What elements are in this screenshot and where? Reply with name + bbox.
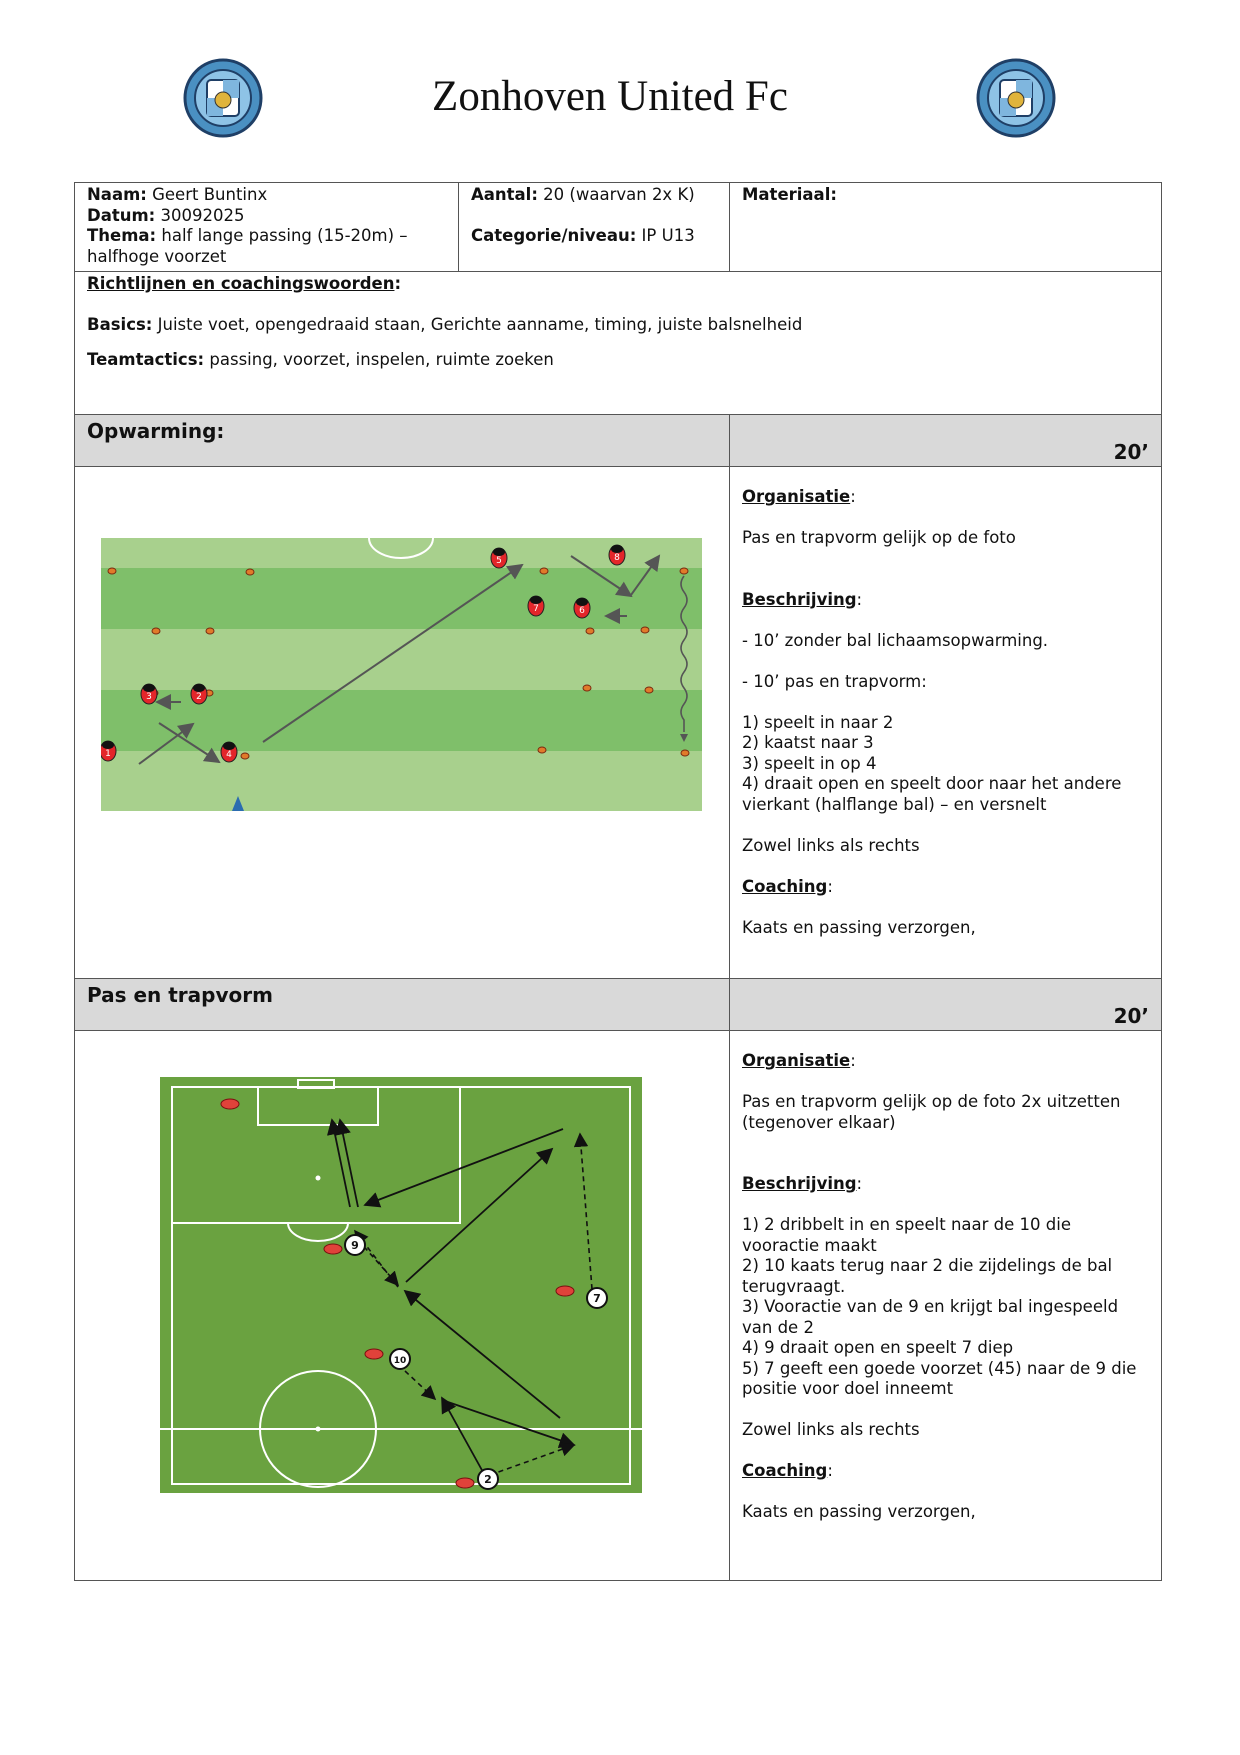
coaching-label: Coaching — [742, 876, 828, 896]
beschrijving-line: 2) kaatst naar 3 — [742, 733, 874, 752]
beschrijving-line: 5) 7 geeft een goede voorzet (45) naar de 9 die — [742, 1358, 1137, 1378]
player-number: 8 — [614, 553, 620, 563]
materiaal-label: Materiaal: — [742, 185, 837, 204]
section-header — [75, 415, 730, 467]
beschrijving-line: vierkant (halflange bal) – en versnelt — [742, 794, 1047, 814]
player-number: 1 — [105, 749, 111, 759]
player-number: 10 — [393, 1356, 407, 1366]
description-cell: Organisatie: Pas en trapvorm gelijk op de foto 2x uitzetten (tegenover elkaar) Beschrijving: 1) 2 dribbelt in en speelt naar de 10 die vooractie maakt 2) 10 kaats terug naar 2 die zijdelings de bal terugvraagt. 3) Vooractie van de 9 en krijgt bal ingespeeld van de 2 4) 9 draait open en speelt 7 diep 5) 7 geeft een goede voorzet (45) naar de 9 die positie voor doel inneemt Zowel links als rechts Coaching: Kaats en passing verzorgen, — [730, 1031, 1162, 1581]
section-time-cell — [730, 979, 1162, 1031]
beschrijving-line: - 10’ zonder bal lichaamsopwarming. — [742, 630, 1049, 650]
guidelines-title: Richtlijnen en coachingswoorden — [87, 274, 395, 293]
player-marker — [390, 1349, 410, 1369]
thema-label: Thema: — [87, 226, 157, 245]
organisatie-text: Pas en trapvorm gelijk op de foto — [742, 528, 1016, 547]
aantal-label: Aantal: — [471, 185, 538, 204]
basics-label: Basics: — [87, 314, 153, 334]
player-number: 7 — [533, 604, 539, 614]
coaching-label: Coaching — [742, 1461, 828, 1480]
beschrijving-line: 3) Vooractie van de 9 en krijgt bal ingespeeld — [742, 1297, 1119, 1316]
player-number: 9 — [351, 1239, 359, 1252]
player-number: 4 — [226, 750, 232, 760]
section-title: Pas en trapvorm — [87, 983, 273, 1007]
beschrijving-label: Beschrijving — [742, 1174, 857, 1193]
player-marker — [345, 1235, 365, 1255]
beschrijving-line: 1) 2 dribbelt in en speelt naar de 10 die — [742, 1215, 1072, 1234]
player-number: 7 — [593, 1292, 601, 1305]
teamtactics-value: passing, voorzet, inspelen, ruimte zoeken — [204, 350, 554, 369]
info-cell-right — [730, 183, 1162, 272]
beschrijving-line — [742, 692, 1149, 713]
beschrijving-line — [742, 1400, 1149, 1421]
warmup-field-diagram — [101, 538, 702, 815]
organisatie-label: Organisatie — [742, 487, 851, 506]
section-time: 20’ — [1113, 1004, 1149, 1028]
beschrijving-lines — [742, 1215, 1149, 1441]
beschrijving-line: van de 2 — [742, 1317, 814, 1337]
beschrijving-line: Zowel links als rechts — [742, 835, 920, 855]
aantal-value: 20 (waarvan 2x K) — [537, 185, 695, 204]
beschrijving-lines — [742, 631, 1149, 857]
player-number: 6 — [579, 606, 585, 616]
player-marker — [609, 545, 625, 565]
player-marker — [478, 1469, 498, 1489]
beschrijving-label: Beschrijving — [742, 589, 857, 609]
datum-value: 30092025 — [155, 205, 245, 225]
player-marker — [191, 684, 207, 704]
drill-pitch-diagram — [160, 1077, 642, 1497]
info-cell-left — [75, 183, 459, 272]
player-marker — [101, 741, 116, 761]
player-marker — [221, 742, 237, 762]
player-marker — [141, 684, 157, 704]
club-crest-icon — [976, 58, 1056, 138]
player-number: 3 — [146, 692, 152, 702]
section-title: Opwarming: — [87, 419, 225, 443]
thema-value: half lange passing (15-20m) – halfhoge voorzet — [87, 226, 408, 266]
guidelines-colon: : — [394, 274, 402, 293]
naam-value: Geert Buntinx — [146, 185, 268, 204]
beschrijving-line: vooractie maakt — [742, 1235, 877, 1255]
organisatie-text: Pas en trapvorm gelijk op de foto 2x uitzetten (tegenover elkaar) — [742, 1092, 1121, 1132]
coaching-text: Kaats en passing verzorgen, — [742, 1502, 976, 1521]
description-cell: Organisatie: Pas en trapvorm gelijk op de foto Beschrijving: - 10’ zonder bal lichaamsopwarming. - 10’ pas en trapvorm: 1) speelt in naar 2 2) kaatst naar 3 3) speelt in op 4 4) draait open en speelt door naar het andere vierkant (halflange bal) – en versnelt Zowel links als rechts Coaching: Kaats en passing verzorgen, — [730, 467, 1162, 979]
player-marker — [587, 1288, 607, 1308]
info-cell-middle — [459, 183, 730, 272]
naam-label: Naam: — [87, 185, 147, 204]
club-crest-icon — [183, 58, 263, 138]
section-time: 20’ — [1113, 440, 1149, 464]
guidelines-cell — [75, 272, 1162, 415]
beschrijving-line: 1) speelt in naar 2 — [742, 712, 894, 732]
categorie-value: IP U13 — [636, 226, 695, 245]
datum-label: Datum: — [87, 205, 156, 225]
section-header — [75, 979, 730, 1031]
player-number: 5 — [496, 556, 502, 566]
teamtactics-label: Teamtactics: — [87, 350, 205, 369]
categorie-label: Categorie/niveau: — [471, 226, 637, 245]
player-marker — [491, 548, 507, 568]
player-number: 2 — [484, 1473, 492, 1486]
organisatie-label: Organisatie — [742, 1051, 851, 1070]
player-number: 2 — [196, 692, 202, 702]
coaching-text: Kaats en passing verzorgen, — [742, 917, 976, 937]
beschrijving-line — [742, 651, 1149, 672]
beschrijving-line: Zowel links als rechts — [742, 1420, 920, 1439]
player-marker — [528, 596, 544, 616]
beschrijving-line: terugvraagt. — [742, 1276, 846, 1296]
beschrijving-line: 4) draait open en speelt door naar het andere — [742, 774, 1122, 793]
club-title: Zonhoven United Fc — [432, 73, 788, 120]
beschrijving-line — [742, 815, 1149, 836]
beschrijving-line: 2) 10 kaats terug naar 2 die zijdelings de bal — [742, 1256, 1113, 1275]
beschrijving-line: - 10’ pas en trapvorm: — [742, 671, 927, 691]
section-time-cell — [730, 415, 1162, 467]
beschrijving-line: 4) 9 draait open en speelt 7 diep — [742, 1338, 1014, 1357]
basics-value: Juiste voet, opengedraaid staan, Gerichte aanname, timing, juiste balsnelheid — [152, 314, 803, 334]
beschrijving-line: 3) speelt in op 4 — [742, 753, 877, 773]
player-marker — [574, 598, 590, 618]
beschrijving-line: positie voor doel inneemt — [742, 1379, 954, 1398]
